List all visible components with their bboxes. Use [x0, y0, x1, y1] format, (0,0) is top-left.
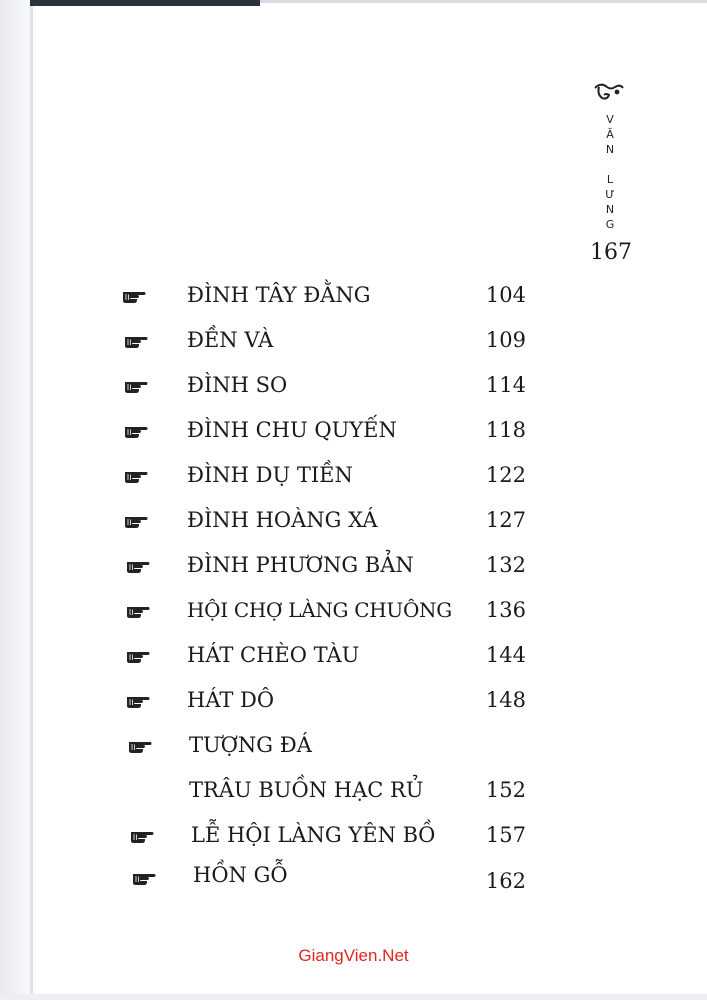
toc-entry	[0, 861, 707, 891]
toc-entry-title: ĐÌNH DỤ TIỀN	[187, 463, 353, 487]
toc-entry-page: 114	[485, 373, 526, 397]
toc-entry-page: 136	[485, 598, 526, 622]
pointing-hand-icon	[120, 287, 146, 305]
running-header-letter: V	[606, 113, 614, 126]
pointing-hand-icon	[126, 737, 152, 755]
toc-entry	[0, 551, 707, 581]
pointing-hand-icon	[122, 467, 148, 485]
toc-entry-title-line2: TRÂU BUỒN HẠC RỦ	[189, 778, 424, 802]
toc-entry-page: 132	[485, 553, 526, 577]
watermark: GiangVien.Net	[298, 946, 409, 965]
page-number: 167	[590, 240, 632, 265]
toc-entry-title: ĐÌNH SO	[187, 373, 288, 397]
toc-entry-page: 118	[485, 418, 526, 442]
toc-entry-title: TƯỢNG ĐÁ	[189, 733, 312, 757]
pointing-hand-icon	[122, 377, 148, 395]
running-header-letter: Ư	[605, 188, 615, 201]
running-header-letter: N	[605, 143, 615, 156]
pointing-hand-icon	[124, 647, 150, 665]
pointing-hand-icon	[124, 557, 150, 575]
toc-entry-title: LỄ HỘI LÀNG YÊN BỒ	[191, 823, 436, 847]
toc-entry	[0, 731, 707, 806]
toc-entry-page: 144	[485, 643, 526, 667]
pointing-hand-icon	[124, 602, 150, 620]
toc-entry	[0, 281, 707, 311]
toc-entry-page: 122	[485, 463, 526, 487]
toc-entry-title: HỒN GỖ	[193, 863, 288, 887]
toc-entry	[0, 506, 707, 536]
toc-entry-title: ĐÌNH PHƯƠNG BẢN	[187, 553, 414, 577]
toc-entry	[0, 461, 707, 491]
toc-entry-title: ĐÌNH TÂY ĐẰNG	[187, 283, 371, 307]
toc-entry-title: HÁT CHÈO TÀU	[187, 643, 360, 667]
toc-entry-page: 162	[485, 869, 526, 893]
toc-entry-page: 127	[485, 508, 526, 532]
toc-entry-page: 157	[485, 823, 526, 847]
running-header-letter: Ă	[606, 128, 614, 141]
running-header-letter: L	[606, 173, 614, 186]
toc-entry	[0, 821, 707, 851]
toc-entry-title: ĐỀN VÀ	[187, 328, 274, 352]
toc-entry	[0, 416, 707, 446]
toc-entry-title: ĐÌNH HOÀNG XÁ	[187, 508, 378, 532]
pointing-hand-icon	[122, 332, 148, 350]
pointing-hand-icon	[122, 422, 148, 440]
toc-entry	[0, 326, 707, 356]
running-header-letter: N	[605, 203, 615, 216]
toc-entry-page: 104	[485, 283, 526, 307]
toc-entry-title: HỘI CHỢ LÀNG CHUÔNG	[187, 598, 452, 622]
toc-entry-page: 148	[485, 688, 526, 712]
toc-entry	[0, 371, 707, 401]
running-header-letter: G	[605, 218, 615, 231]
pointing-hand-icon	[124, 692, 150, 710]
pointing-hand-icon	[128, 827, 154, 845]
pointing-hand-icon	[122, 512, 148, 530]
pointing-hand-icon	[130, 869, 156, 887]
toc-entry-page: 109	[485, 328, 526, 352]
toc-entry	[0, 596, 707, 626]
toc-entry-page: 152	[485, 778, 526, 802]
toc-entry	[0, 641, 707, 671]
toc-entry-title: HÁT DÔ	[187, 688, 275, 712]
toc-entry	[0, 686, 707, 716]
toc-entry-title: ĐÌNH CHU QUYẾN	[187, 418, 397, 442]
